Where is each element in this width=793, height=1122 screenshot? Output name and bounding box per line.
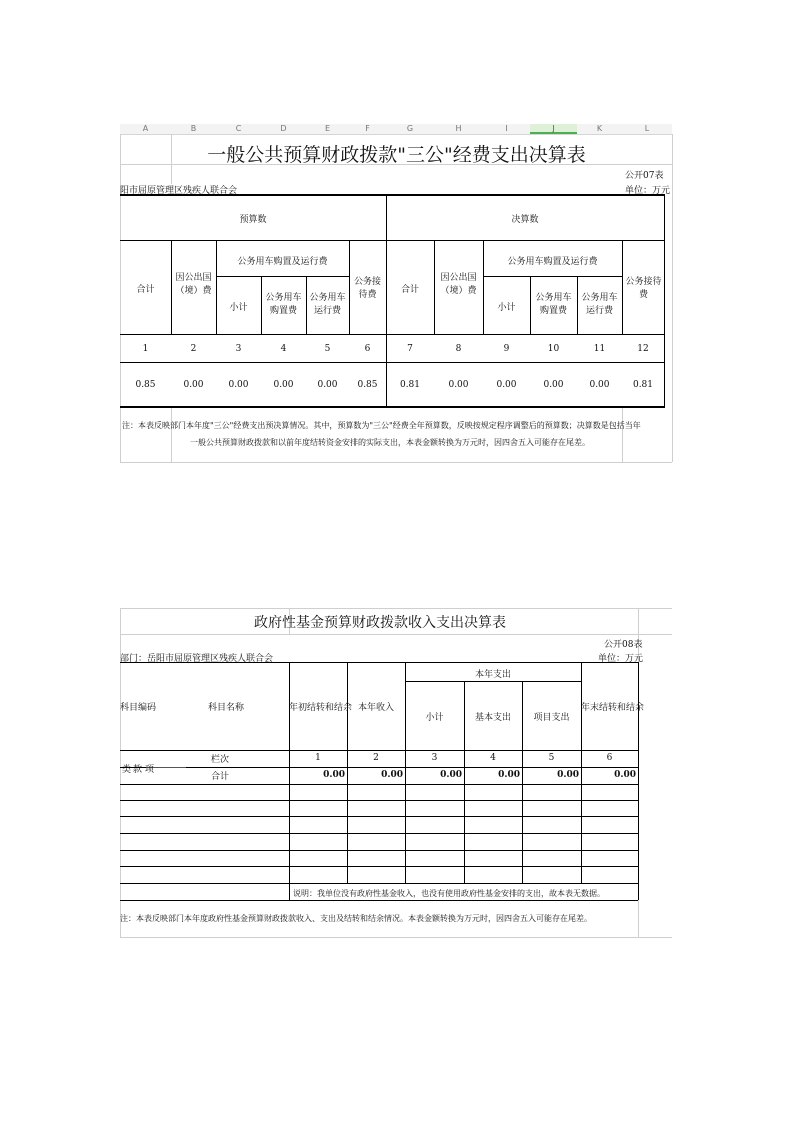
total-value-cell[interactable]: 0.00 — [440, 770, 462, 780]
value-cell[interactable]: 0.00 — [273, 380, 294, 390]
column-header-g[interactable]: G — [406, 124, 414, 133]
final-car-purchase-header: 公务用车购置费 — [535, 293, 572, 316]
index-cell: 3 — [235, 344, 242, 354]
value-cell[interactable]: 0.00 — [317, 380, 338, 390]
value-cell[interactable]: 0.85 — [135, 380, 156, 390]
value-cell[interactable]: 0.00 — [496, 380, 517, 390]
value-cell[interactable]: 0.00 — [543, 380, 564, 390]
project-expense-header: 项目支出 — [533, 713, 570, 723]
column-header-e[interactable]: E — [324, 124, 331, 133]
column-header-i[interactable]: I — [505, 124, 508, 133]
final-header: 决算数 — [511, 215, 539, 225]
column-header-c[interactable]: C — [235, 124, 242, 133]
final-car-run-header: 公务用车运行费 — [581, 293, 618, 316]
basic-expense-header: 基本支出 — [474, 713, 511, 723]
begin-balance-header: 年初结转和结余 — [289, 703, 353, 713]
table1-note-line2: 一般公共预算财政拨款和以前年度结转资金安排的实际支出，本表金额转换为万元时，因四舍五入可能存在尾差。 — [190, 438, 590, 447]
table2-title: 政府性基金预算财政拨款收入支出决算表 — [254, 615, 506, 631]
table2-explanation: 说明：我单位没有政府性基金收入，也没有使用政府性基金安排的支出，故本表无数据。 — [293, 889, 605, 898]
index-cell: 4 — [490, 753, 496, 763]
table2-form-number: 公开08表 — [604, 640, 643, 650]
end-balance-header: 年末结转和结余 — [581, 703, 645, 713]
column-header-d[interactable]: D — [280, 124, 287, 133]
expense-subtotal-header: 小计 — [425, 713, 444, 723]
column-header-j-selected[interactable]: J — [530, 124, 577, 134]
index-cell: 7 — [407, 344, 413, 354]
expense-header: 本年支出 — [474, 670, 511, 680]
budget-reception-header: 公务接待费 — [353, 277, 381, 300]
index-cell: 4 — [280, 344, 287, 354]
index-cell: 5 — [324, 344, 331, 354]
budget-car-group-header: 公务用车购置及运行费 — [237, 257, 328, 267]
subject-name-header: 科目名称 — [207, 703, 244, 713]
table1-unit: 单位：万元 — [625, 186, 671, 196]
table2-note: 注：本表反映部门本年度政府性基金预算财政拨款收入、支出及结转和结余情况。本表金额转换为万元时，因四舍五入可能存在尾差。 — [120, 914, 592, 923]
income-header: 本年收入 — [357, 703, 394, 713]
total-value-cell[interactable]: 0.00 — [323, 770, 345, 780]
category-label: 类 — [122, 765, 132, 775]
budget-subtotal-header: 小计 — [229, 303, 248, 313]
column-header-h[interactable]: H — [455, 124, 462, 133]
column-header-f[interactable]: F — [365, 124, 370, 133]
index-cell: 2 — [373, 753, 379, 763]
table2-department: 部门：岳阳市屈原管理区残疾人联合会 — [120, 654, 274, 664]
total-value-cell[interactable]: 0.00 — [381, 770, 403, 780]
final-abroad-header: 因公出国（境）费 — [440, 273, 477, 296]
budget-header: 预算数 — [239, 215, 267, 225]
index-cell: 3 — [431, 753, 438, 763]
subject-code-header: 科目编码 — [120, 703, 157, 713]
column-header-l[interactable]: L — [644, 124, 650, 133]
total-value-cell[interactable]: 0.00 — [557, 770, 579, 780]
table1-form-number: 公开07表 — [625, 171, 664, 181]
column-header-b[interactable]: B — [190, 124, 197, 133]
index-cell: 9 — [503, 344, 510, 354]
final-car-group-header: 公务用车购置及运行费 — [507, 257, 598, 267]
section-label: 款 — [133, 765, 143, 775]
value-cell[interactable]: 0.81 — [632, 380, 654, 390]
index-cell: 6 — [364, 344, 371, 354]
value-cell[interactable]: 0.00 — [448, 380, 469, 390]
table1-department: 阳市屈原管理区残疾人联合会 — [120, 186, 238, 196]
budget-total-header: 合计 — [136, 285, 155, 295]
final-subtotal-header: 小计 — [497, 303, 516, 313]
value-cell[interactable]: 0.00 — [228, 380, 249, 390]
index-cell: 6 — [606, 753, 613, 763]
budget-car-purchase-header: 公务用车购置费 — [265, 293, 302, 316]
budget-abroad-header: 因公出国（境）费 — [175, 273, 212, 296]
value-cell[interactable]: 0.85 — [357, 380, 378, 390]
index-cell: 11 — [593, 344, 606, 354]
column-header-a[interactable]: A — [142, 124, 149, 133]
budget-car-run-header: 公务用车运行费 — [309, 293, 346, 316]
index-cell: 1 — [315, 753, 321, 763]
value-cell[interactable]: 0.81 — [399, 380, 421, 390]
index-cell: 1 — [142, 344, 149, 354]
table2-unit: 单位：万元 — [598, 654, 644, 664]
row-index-label: 栏次 — [210, 755, 229, 765]
column-header-k[interactable]: K — [596, 124, 603, 133]
index-cell: 10 — [547, 344, 560, 354]
total-label: 合计 — [210, 772, 229, 782]
total-value-cell[interactable]: 0.00 — [614, 770, 636, 780]
value-cell[interactable]: 0.00 — [183, 380, 204, 390]
index-cell: 2 — [190, 344, 197, 354]
final-total-header: 合计 — [400, 285, 419, 295]
value-cell[interactable]: 0.00 — [589, 380, 610, 390]
index-cell: 12 — [637, 344, 649, 354]
item-label: 项 — [145, 765, 155, 775]
final-reception-header: 公务接待费 — [625, 277, 662, 300]
total-value-cell[interactable]: 0.00 — [498, 770, 520, 780]
table1-title: 一般公共预算财政拨款"三公"经费支出决算表 — [207, 144, 586, 166]
index-cell: 5 — [548, 753, 555, 763]
index-cell: 8 — [455, 344, 462, 354]
table1-note-line1: 注：本表反映部门本年度"三公"经费支出预决算情况。其中，预算数为"三公"经费全年预算数，反映按规定程序调整后的预算数；决算数是包括当年 — [122, 421, 641, 430]
